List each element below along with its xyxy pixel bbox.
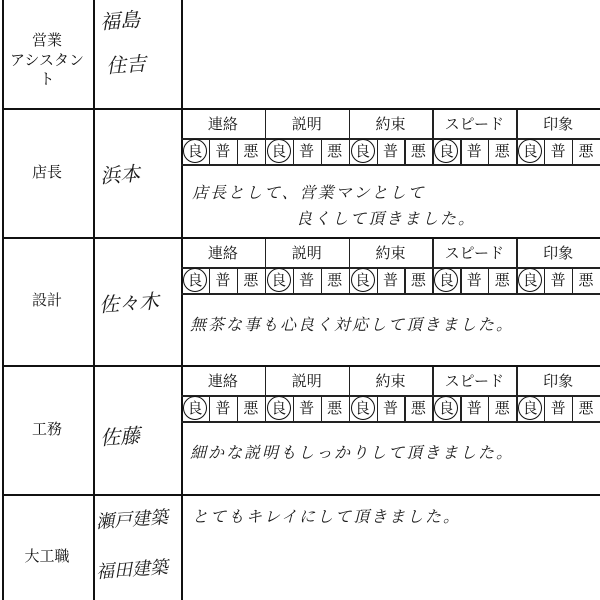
selected-rating-circle [518,268,542,292]
rating-option[interactable]: 普 [550,399,566,417]
handwritten-comment: とてもキレイにして頂きました。 [192,507,462,526]
criterion-label: スピード [444,115,504,133]
criterion-label: 印象 [543,372,574,390]
criterion-label: 連絡 [207,372,238,390]
handwritten-name: 瀬戸建築 [95,506,169,533]
handwritten-comment: 店長として、営業マンとして [192,183,426,202]
rating-option[interactable]: 良 [187,142,203,160]
name-column-divider [181,0,183,600]
rating-option[interactable]: 良 [355,271,371,289]
rating-option[interactable]: 良 [271,142,287,160]
rating-option[interactable]: 悪 [578,399,594,417]
rating-option[interactable]: 良 [355,142,371,160]
grid-rating-line [181,293,600,295]
selected-rating-circle [267,396,291,420]
section-divider-1 [2,108,600,110]
handwritten-name: 佐藤 [99,423,141,450]
selected-rating-circle [183,139,207,163]
criterion-label: 説明 [291,244,322,262]
rating-option[interactable]: 良 [271,399,287,417]
handwritten-name: 住吉 [105,51,147,78]
handwritten-name: 福島 [99,7,141,34]
handwritten-name: 浜本 [99,161,141,188]
criterion-label: 印象 [543,244,574,262]
rating-option[interactable]: 悪 [578,142,594,160]
rating-option[interactable]: 悪 [327,142,343,160]
handwritten-name: 福田建築 [95,556,169,583]
rating-option[interactable]: 普 [215,271,231,289]
handwritten-comment: 良くして頂きました。 [296,209,477,228]
selected-rating-circle [267,139,291,163]
rating-option[interactable]: 良 [522,271,538,289]
criterion-label: スピード [444,372,504,390]
rating-option[interactable]: 悪 [494,142,510,160]
selected-rating-circle [351,139,375,163]
rating-option[interactable]: 良 [187,271,203,289]
rating-option[interactable]: 悪 [410,142,426,160]
rating-option[interactable]: 良 [271,271,287,289]
rating-option[interactable]: 悪 [243,271,259,289]
criterion-label: 連絡 [207,244,238,262]
rating-option[interactable]: 普 [466,399,482,417]
criterion-label: 印象 [543,115,574,133]
grid-rating-line [181,421,600,423]
rating-option[interactable]: 良 [522,142,538,160]
criterion-label: スピード [444,244,504,262]
grid-rating-line [181,164,600,166]
criterion-label: 説明 [291,372,322,390]
role-label: 工務 [31,420,62,438]
selected-rating-circle [183,268,207,292]
rating-option[interactable]: 普 [215,142,231,160]
section-divider-2 [2,237,600,239]
rating-option[interactable]: 普 [466,271,482,289]
rating-option[interactable]: 普 [382,142,398,160]
handwritten-comment: 無茶な事も心良く対応して頂きました。 [190,315,515,334]
rating-option[interactable]: 良 [355,399,371,417]
rating-option[interactable]: 良 [438,271,454,289]
role-label: 設計 [31,291,62,309]
section-divider-3 [2,365,600,367]
rating-option[interactable]: 普 [382,271,398,289]
role-label-line: 営業 [31,31,62,49]
rating-option[interactable]: 悪 [327,271,343,289]
selected-rating-circle [518,139,542,163]
handwritten-comment: 細かな説明もしっかりして頂きました。 [190,443,515,462]
rating-option[interactable]: 良 [187,399,203,417]
selected-rating-circle [267,268,291,292]
criterion-label: 約束 [375,115,406,133]
rating-option[interactable]: 普 [299,142,315,160]
criterion-label: 約束 [375,372,406,390]
rating-option[interactable]: 悪 [494,271,510,289]
selected-rating-circle [351,396,375,420]
role-label: 店長 [31,163,62,181]
rating-option[interactable]: 悪 [410,399,426,417]
rating-option[interactable]: 悪 [243,399,259,417]
selected-rating-circle [518,396,542,420]
criterion-label: 連絡 [207,115,238,133]
rating-option[interactable]: 普 [550,271,566,289]
role-label-line: アシスタント [10,51,84,88]
rating-option[interactable]: 普 [550,142,566,160]
rating-option[interactable]: 悪 [410,271,426,289]
rating-option[interactable]: 普 [299,271,315,289]
rating-option[interactable]: 普 [382,399,398,417]
criterion-label: 約束 [375,244,406,262]
rating-option[interactable]: 普 [299,399,315,417]
criterion-label: 説明 [291,115,322,133]
rating-option[interactable]: 良 [438,399,454,417]
rating-option[interactable]: 普 [215,399,231,417]
rating-option[interactable]: 良 [438,142,454,160]
rating-option[interactable]: 良 [522,399,538,417]
rating-option[interactable]: 悪 [578,271,594,289]
handwritten-name: 佐々木 [98,288,160,317]
rating-option[interactable]: 悪 [494,399,510,417]
role-label: 大工職 [24,547,70,565]
rating-option[interactable]: 悪 [243,142,259,160]
rating-option[interactable]: 悪 [327,399,343,417]
selected-rating-circle [183,396,207,420]
selected-rating-circle [351,268,375,292]
section-divider-4 [2,494,600,496]
rating-option[interactable]: 普 [466,142,482,160]
